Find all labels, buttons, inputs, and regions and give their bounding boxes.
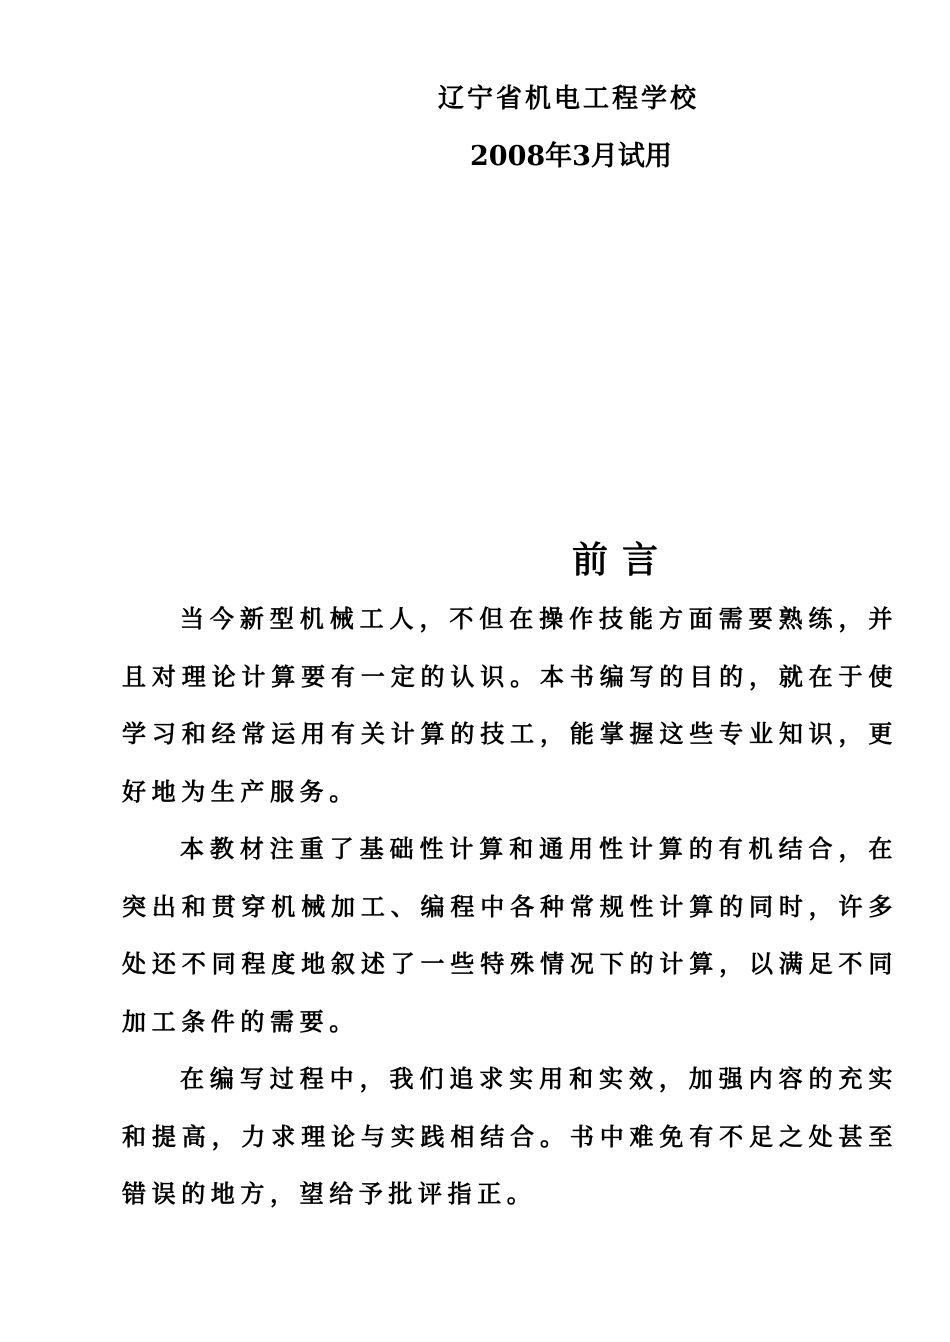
- preface-paragraph-1: 当今新型机械工人，不但在操作技能方面需要熟练，并且对理论计算要有一定的认识。本书编写的目的，就在于使学习和经常运用有关计算的技工，能掌握这些专业知识，更好地为生产服务。: [122, 604, 898, 806]
- trial-date: 2008年3月试用: [470, 141, 672, 172]
- preface-body: [122, 590, 898, 1223]
- preface-paragraph-3: 在编写过程中，我们追求实用和实效，加强内容的充实和提高，力求理论与实践相结合。书中难免有不足之处甚至错误的地方，望给予批评指正。: [122, 1064, 898, 1208]
- school-name: 辽宁省机电工程学校: [438, 84, 700, 114]
- preface-paragraph-2: 本教材注重了基础性计算和通用性计算的有机结合，在突出和贯穿机械加工、编程中各种常规性计算的同时，许多处还不同程度地叙述了一些特殊情况下的计算，以满足不同加工条件的需要。: [122, 834, 898, 1036]
- preface-title: 前言: [572, 539, 673, 581]
